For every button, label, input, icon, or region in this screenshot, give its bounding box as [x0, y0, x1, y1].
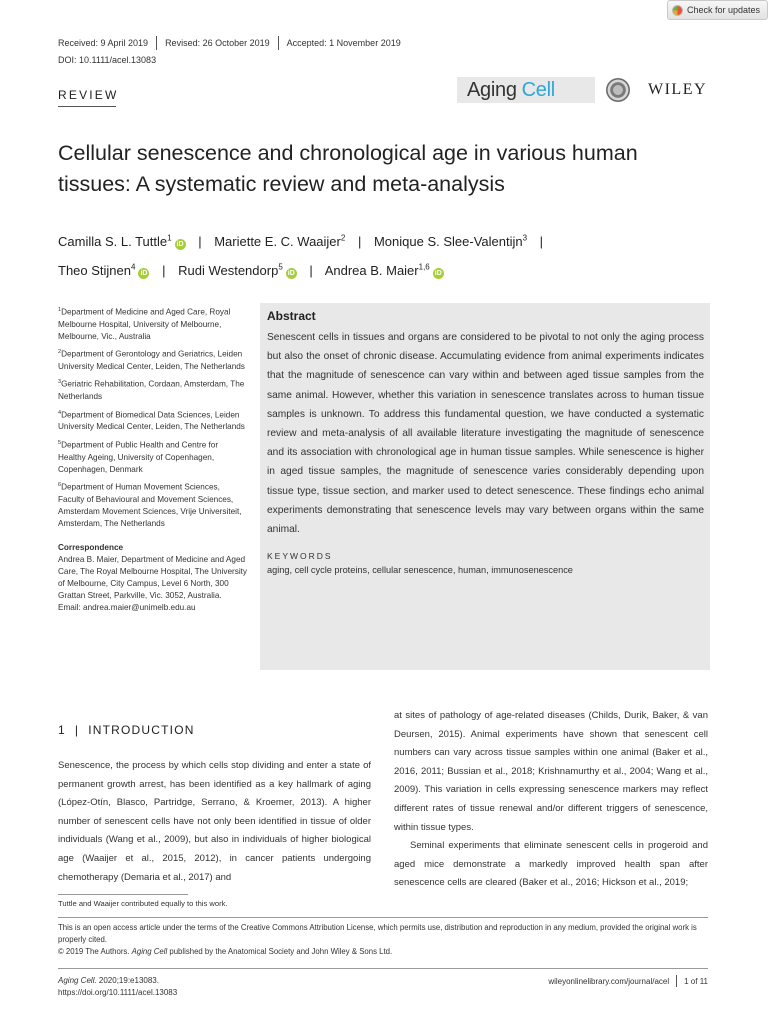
abstract-heading: Abstract [267, 309, 316, 323]
author[interactable]: Monique S. Slee-Valentijn$^3$ [373, 234, 528, 250]
correspondence-address: Andrea B. Maier, Department of Medicine and Aged Care, The Royal Melbourne Hospital, The University of Melbourne, City Campus, Level 6 North, 300 Grattan Street, Parkville, Vic. 3052, Australia. [58, 554, 248, 600]
revised-date: Revised: 26 October 2019 [165, 38, 270, 48]
section-heading: 1 | INTRODUCTION [58, 723, 195, 737]
orcid-icon[interactable]: iD [176, 241, 184, 249]
article-type: REVIEW [58, 88, 119, 102]
footnote-rule [58, 894, 188, 895]
paragraph: at sites of pathology of age-related diseases (Childs, Durik, Baker, & van Deursen, 2015). Animal experiments have shown that senescent cell numbers can vary across tissue samples within one animal (Baker et al., 2016, 2011; Bussian et al., 2018; Krishnamurthy et al., 2004; Wang et al., 2009). This variation in cells expressing senescence markers may reflect different rates of tissue renewal and/or different triggers of senescence, within tissue types. [394, 710, 708, 833]
body-text-left: Senescence, the process by which cells stop dividing and enter a state of permanent growth arrest, has been identified as a key hallmark of aging (López-Otín, Blasco, Partridge, Serrano, & Kroemer, 2013). A higher number of senescent cells have not only been identified in tissue of older individuals (Wang et al., 2009), but also in individuals of higher biological age (Waaijer et al., 2015, 2012), in cancer patients undergoing chemotherapy (Demaria et al., 2017) and [58, 760, 371, 883]
page-number: 1 of 11 [684, 976, 708, 986]
divider [278, 36, 279, 50]
journal-logo [457, 77, 595, 103]
footer-right [548, 975, 708, 987]
keywords-list: aging, cell cycle proteins, cellular senescence, human, immunosenescence [267, 565, 573, 576]
affiliation: $^6$Department of Human Movement Sciences, Faculty of Behavioural and Movement Sciences, Amsterdam Movement Sciences, Vrije Universiteit, Amsterdam, The Netherlands [58, 482, 242, 528]
received-date: Received: 9 April 2019 [58, 38, 149, 48]
publisher-logo: WILEY [648, 81, 708, 98]
author[interactable]: Theo Stijnen$^4$ [58, 262, 136, 278]
footer-citation: Aging Cell. 2020;19:e13083. https://doi.org/10.1111/acel.13083 [58, 976, 178, 997]
author[interactable]: Camilla S. L. Tuttle$^1$ [58, 234, 172, 250]
author[interactable]: Andrea B. Maier$^{1,6}$ [324, 262, 430, 278]
affiliations [58, 304, 248, 614]
doi: DOI: 10.1111/acel.13083 [58, 55, 157, 65]
author[interactable]: Rudi Westendorp$^5$ [178, 262, 283, 278]
doi-link[interactable]: https://doi.org/10.1111/acel.13083 [58, 988, 178, 997]
journal-name-part1: Aging [467, 78, 517, 101]
orcid-icon[interactable]: iD [287, 269, 295, 277]
journal-name-part2: Cell [521, 78, 555, 101]
license-rule [58, 917, 708, 918]
divider [676, 975, 677, 987]
article-title: Cellular senescence and chronological age in various human tissues: A systematic review and meta-analysis [58, 141, 638, 196]
orcid-icon[interactable]: iD [140, 269, 148, 277]
check-for-updates-label: Check for updates [687, 5, 761, 15]
affiliation: $^5$Department of Public Health and Centre for Healthy Ageing, University of Copenhagen, Copenhagen, Denmark [58, 439, 219, 474]
check-for-updates-button[interactable] [667, 0, 768, 20]
author[interactable]: Mariette E. C. Waaijer$^2$ [214, 234, 346, 250]
article-dates [58, 36, 401, 50]
orcid-icon[interactable]: iD [434, 269, 442, 277]
abstract-text: Senescent cells in tissues and organs are considered to be pivotal to not only the aging process but also the onset of chronic disease. Accumulating evidence from animal experiments indicates that the magnitude of senescence can vary within and between aged tissue samples from the same animal. However, whether this variation in senescence translates across to human tissue samples is unknown. To address this fundamental question, we have conducted a systematic review and meta-analysis of all available literature investigating the magnitude of senescence and its association with chronological age in human tissue samples. While senescence is higher in aged tissue samples, the magnitude of senescence varies considerably depending upon tissue type, tissue section, and marker used to detect senescence. These findings echo animal experiments demonstrating that senescence levels may vary between organs within the same animal. [267, 332, 704, 536]
affiliation: $^3$Geriatric Rehabilitation, Cordaan, Amsterdam, The Netherlands [58, 379, 245, 402]
journal-website-link[interactable]: wileyonlinelibrary.com/journal/acel [548, 976, 670, 986]
author-list: Camilla S. L. Tuttle$^1$iD | Mariette E. C. Waaijer$^2$ | Monique S. Slee-Valentijn$^3$ | Theo Stijnen$^4$iD | Rudi Westendorp$^5$iD | Andrea B. Maier$^{1,6}$iD [58, 234, 544, 278]
keywords-heading: KEYWORDS [267, 551, 333, 562]
abstract-box [260, 303, 710, 670]
section-number: 1 [58, 723, 66, 737]
divider [156, 36, 157, 50]
footer-rule [58, 968, 708, 969]
affiliation: $^1$Department of Medicine and Aged Care, Royal Melbourne Hospital, University of Melbourne, Melbourne, Vic., Australia [58, 307, 231, 341]
article-type-underline [58, 106, 116, 107]
affiliation: $^4$Department of Biomedical Data Sciences, Leiden University Medical Center, Leiden, The Netherlands [58, 409, 245, 432]
crossmark-icon [672, 5, 683, 16]
society-seal-icon [606, 78, 630, 102]
accepted-date: Accepted: 1 November 2019 [286, 38, 401, 48]
copyright-line: © 2019 The Authors. Aging Cell published by the Anatomical Society and John Wiley & Sons Ltd. [58, 947, 393, 956]
license-note [58, 922, 708, 958]
correspondence-email[interactable]: Email: andrea.maier@unimelb.edu.au [58, 602, 196, 612]
body-text-right [394, 707, 708, 893]
equal-contribution-note: Tuttle and Waaijer contributed equally to this work. [58, 899, 228, 908]
section-title: INTRODUCTION [88, 723, 195, 737]
affiliation: $^2$Department of Gerontology and Geriatrics, Leiden University Medical Center, Leiden, The Netherlands [58, 349, 245, 371]
paragraph: Seminal experiments that eliminate senescent cells in progeroid and aged mice demonstrate a markedly improved health span after senescence cells are cleared (Baker et al., 2016; Hickson et al., 2019; [394, 840, 708, 889]
license-text: This is an open access article under the terms of the Creative Commons Attribution License, which permits use, distribution and reproduction in any medium, provided the original work is properly cited. [58, 923, 697, 944]
correspondence-heading: Correspondence [58, 542, 124, 552]
